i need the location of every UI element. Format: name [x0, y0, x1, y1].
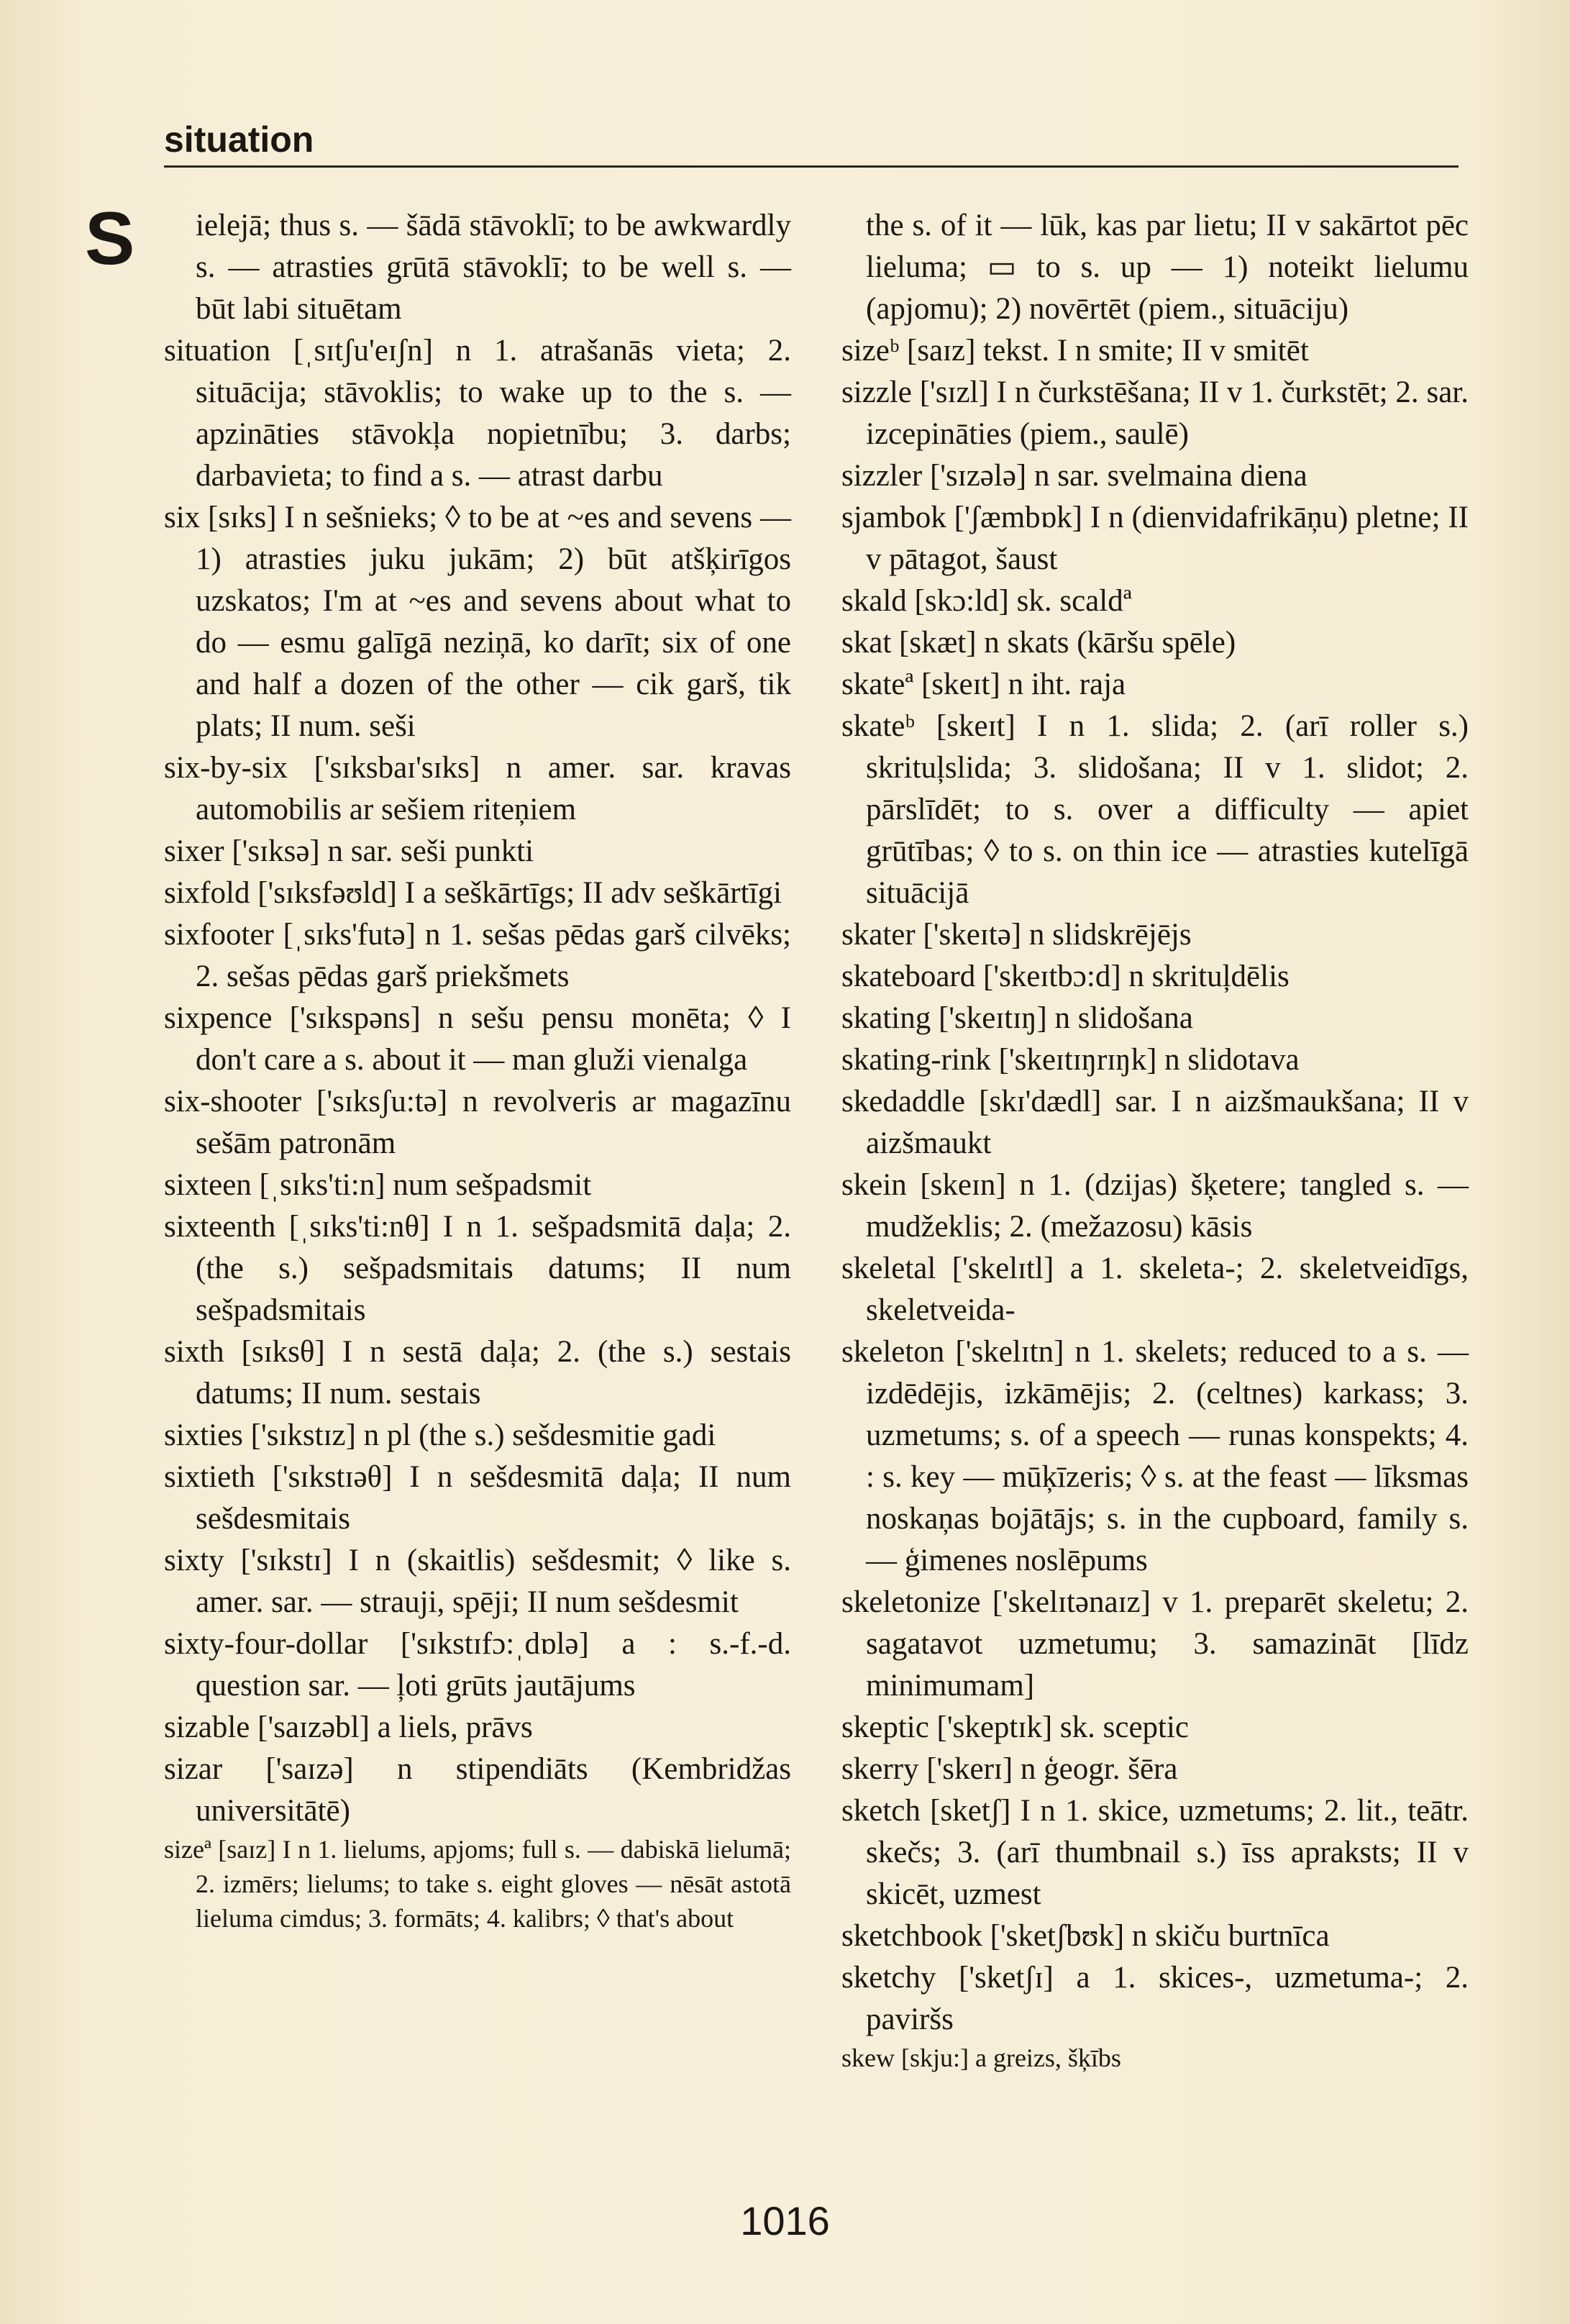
dictionary-entry: sixth [sɪksθ] I n sestā daļa; 2. (the s.) sestais datums; II num. sestais [164, 1335, 791, 1411]
dictionary-entry: skating-rink ['skeɪtɪŋrɪŋk] n slidotava [841, 1043, 1300, 1077]
dictionary-entry: skateboard ['skeɪtbɔ:d] n skrituļdēlis [841, 960, 1290, 993]
dictionary-entry: sixty-four-dollar ['sɪkstɪfɔ:ˌdɒlə] a : s.-f.-d. question sar. — ļoti grūts jautājums [164, 1627, 791, 1703]
dictionary-entry: sixtieth ['sɪkstɪəθ] I n sešdesmitā daļa; II num sešdesmitais [164, 1460, 791, 1536]
dictionary-entry: skateª [skeɪt] n iht. raja [841, 667, 1126, 701]
dictionary-entry: six [sɪks] I n sešnieks; ◊ to be at ~es and sevens — 1) atrasties juku jukām; 2) būt atšķirīgos uzskatos; I'm at ~es and sevens about what to do — esmu galīgā neziņā, ko darīt; six of one and half a dozen of the other — cik garš, tik plats; II num. seši [164, 501, 791, 743]
dictionary-entry: sixpence ['sɪkspəns] n sešu pensu monēta; ◊ I don't care a s. about it — man gluži vienalga [164, 1001, 791, 1077]
dictionary-entry: skerry ['skerɪ] n ģeogr. šēra [841, 1752, 1178, 1786]
dictionary-entry: sizeª [saɪz] I n 1. lielums, apjoms; full s. — dabiskā lielumā; 2. izmērs; lielums; to take s. eight gloves — nēsāt astotā lieluma cimdus; 3. formāts; 4. kalibrs; ◊ that's about [164, 1835, 791, 1933]
dictionary-entry: skeleton ['skelɪtn] n 1. skelets; reduced to a s. — izdēdējis, izkāmējis; 2. (celtnes) karkass; 3. uzmetums; s. of a speech — runas konspekts; 4. : s. key — mūķīzeris; ◊ s. at the feast — līksmas noskaņas bojātājs; s. in the cupboard, family s. — ģimenes noslēpums [841, 1335, 1469, 1577]
dictionary-entry: the s. of it — lūk, kas par lietu; II v sakārtot pēc lieluma; ▭ to s. up — 1) noteikt lielumu (apjomu); 2) novērtēt (piem., situāciju) [866, 209, 1469, 326]
dictionary-entry: sizar ['saɪzə] n stipendiāts (Kembridžas universitātē) [164, 1752, 791, 1828]
header-rule [164, 165, 1459, 168]
dictionary-entry: skater ['skeɪtə] n slidskrējējs [841, 918, 1192, 952]
dictionary-entry: skew [skju:] a greizs, šķībs [841, 2043, 1121, 2072]
running-head: situation [164, 119, 314, 160]
dictionary-entry: skateᵇ [skeɪt] I n 1. slida; 2. (arī roller s.) skrituļslida; 3. slidošana; II v 1. slidot; 2. pārslīdēt; to s. over a difficulty — apiet grūtības; ◊ to s. on thin ice — atrasties kutelīgā situācijā [841, 709, 1469, 910]
dictionary-entry: sixer ['sɪksə] n sar. seši punkti [164, 834, 534, 868]
dictionary-entry: sketch [sketʃ] I n 1. skice, uzmetums; 2. lit., teātr. skečs; 3. (arī thumbnail s.) īss apraksts; II v skicēt, uzmest [841, 1794, 1469, 1911]
dictionary-entry: sketchbook ['sketʃbʊk] n skiču burtnīca [841, 1919, 1330, 1953]
dictionary-entry: sixfold ['sɪksfəʊld] I a seškārtīgs; II adv seškārtīgi [164, 876, 782, 910]
dictionary-entry: sketchy ['sketʃɪ] a 1. skices-, uzmetuma-; 2. paviršs [841, 1961, 1469, 2036]
dictionary-entry: ielejā; thus s. — šādā stāvoklī; to be awkwardly s. — atrasties grūtā stāvoklī; to be well s. — būt labi situētam [196, 209, 791, 326]
dictionary-entry: skat [skæt] n skats (kāršu spēle) [841, 626, 1236, 660]
dictionary-entry: sizzler ['sɪzələ] n sar. svelmaina diena [841, 459, 1307, 493]
left-column [164, 205, 791, 1936]
dictionary-entry: sjambok ['ʃæmbɒk] I n (dienvidafrikāņu) pletne; II v pātagot, šaust [841, 501, 1469, 576]
dictionary-entry: skating ['skeɪtɪŋ] n slidošana [841, 1001, 1193, 1035]
dictionary-entry: sixty ['sɪkstɪ] I n (skaitlis) sešdesmit; ◊ like s. amer. sar. — strauji, spēji; II num sešdesmit [164, 1544, 791, 1619]
dictionary-entry: sixties ['sɪkstɪz] n pl (the s.) sešdesmitie gadi [164, 1418, 716, 1452]
dictionary-entry: skeletal ['skelɪtl] a 1. skeleta-; 2. skeletveidīgs, skeletveida- [841, 1252, 1469, 1327]
dictionary-entry: sizzle ['sɪzl] I n čurkstēšana; II v 1. čurkstēt; 2. sar. izcepināties (piem., saulē) [841, 375, 1469, 451]
dictionary-entry: skein [skeɪn] n 1. (dzijas) šķetere; tangled s. — mudžeklis; 2. (mežazosu) kāsis [841, 1168, 1469, 1244]
dictionary-entry: skeptic ['skeptɪk] sk. sceptic [841, 1710, 1190, 1744]
dictionary-entry: skald [skɔ:ld] sk. scaldª [841, 584, 1132, 618]
dictionary-entry: sizeᵇ [saɪz] tekst. I n smite; II v smitēt [841, 334, 1309, 368]
dictionary-entry: skedaddle [skɪ'dædl] sar. I n aizšmaukšana; II v aizšmaukt [841, 1085, 1469, 1160]
dictionary-entry: six-by-six ['sɪksbaɪ'sɪks] n amer. sar. kravas automobilis ar sešiem riteņiem [164, 751, 791, 826]
dictionary-entry: sizable ['saɪzəbl] a liels, prāvs [164, 1710, 533, 1744]
dictionary-entry: sixteenth [ˌsɪks'ti:nθ] I n 1. sešpadsmitā daļa; 2. (the s.) sešpadsmitais datums; II num sešpadsmitais [164, 1210, 791, 1327]
dictionary-entry: sixfooter [ˌsɪks'futə] n 1. sešas pēdas garš cilvēks; 2. sešas pēdas garš priekšmets [164, 918, 791, 993]
dictionary-entry: six-shooter ['sɪksʃu:tə] n revolveris ar magazīnu sešām patronām [164, 1085, 791, 1160]
right-column [841, 205, 1469, 2075]
page-number: 1016 [740, 2198, 830, 2243]
thumb-index-letter: S [85, 197, 135, 281]
dictionary-entry: situation [ˌsɪtʃu'eɪʃn] n 1. atrašanās vieta; 2. situācija; stāvoklis; to wake up to the s. — apzināties stāvokļa nopietnību; 3. darbs; darbavieta; to find a s. — atrast darbu [164, 334, 791, 493]
dictionary-entry: skeletonize ['skelɪtənaɪz] v 1. preparēt skeletu; 2. sagatavot uzmetumu; 3. samazināt [līdz minimumam] [841, 1585, 1469, 1703]
dictionary-entry: sixteen [ˌsɪks'ti:n] num sešpadsmit [164, 1168, 592, 1202]
